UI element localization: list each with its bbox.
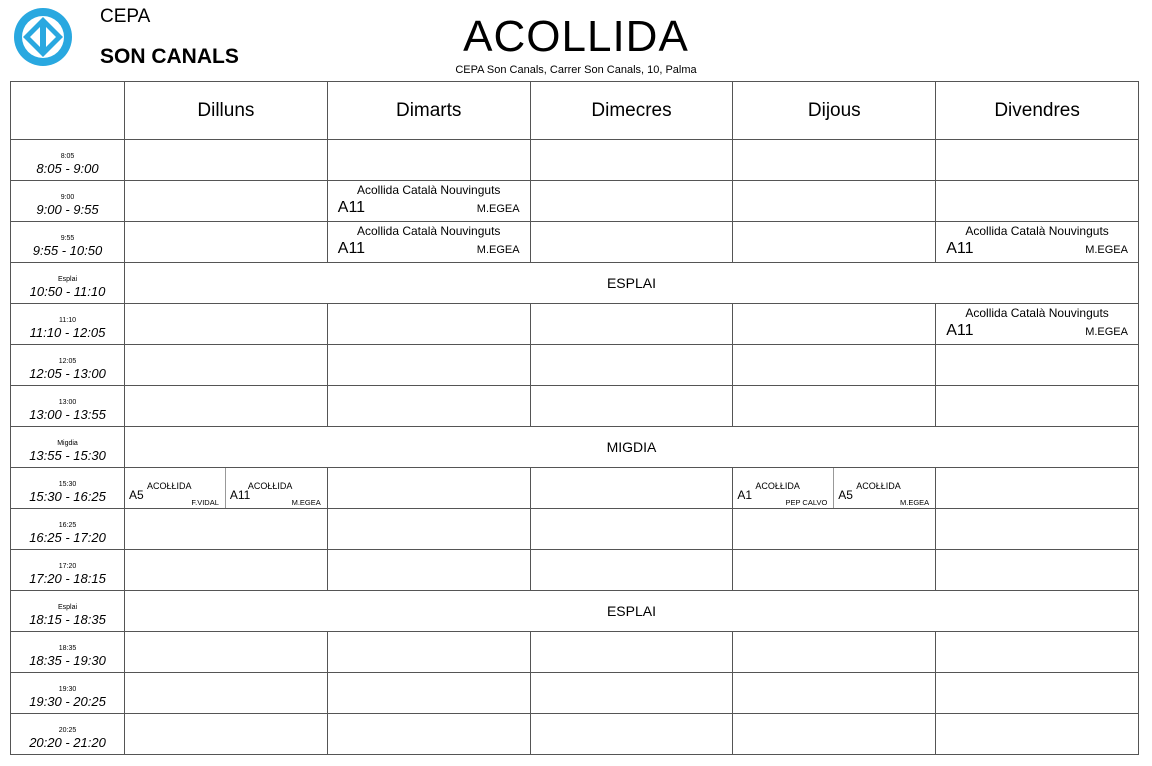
page-title: ACOLLIDA [463,12,689,61]
slot-range: 8:05 - 9:00 [36,160,99,176]
class-subject: ACOŁŁIDA [147,481,192,491]
schedule-cell [733,140,936,181]
schedule-cell [733,714,936,755]
class-teacher: M.EGEA [1085,326,1128,338]
time-cell [11,222,125,263]
schedule-cell [125,632,328,673]
class-block-half [733,468,834,508]
schedule-cell [327,222,530,263]
schedule-cell [125,345,328,386]
schedule-cell [125,468,328,509]
page-subtitle: CEPA Son Canals, Carrer Son Canals, 10, Palma [455,64,697,76]
schedule-cell [936,550,1139,591]
time-cell [11,673,125,714]
slot-range: 13:00 - 13:55 [29,406,106,422]
class-teacher: F.VIDAL [191,498,219,507]
schedule-cell [327,345,530,386]
slot-range: 15:30 - 16:25 [29,488,106,504]
class-subject: Acollida Català Nouvinguts [356,224,501,238]
slot-start: 20:25 [58,726,77,734]
class-room: A11 [337,240,366,257]
slot-range: 16:25 - 17:20 [29,529,106,545]
schedule-cell [936,673,1139,714]
schedule-cell [733,181,936,222]
class-block [328,222,530,262]
table-row [11,509,1139,550]
schedule-cell [733,673,936,714]
time-cell [11,181,125,222]
schedule-cell [125,673,328,714]
slot-range: 17:20 - 18:15 [29,570,106,586]
schedule-cell [530,181,733,222]
class-teacher: M.EGEA [899,498,930,507]
class-room: A11 [946,240,974,257]
slot-range: 12:05 - 13:00 [29,365,106,381]
class-subject: ACOŁŁIDA [247,481,293,491]
slot-start: 15:30 [58,480,77,488]
day-header-thursday: Dijous [733,82,936,140]
class-subject: ACOŁŁIDA [755,481,800,491]
day-header-monday: Dilluns [125,82,328,140]
table-row [11,714,1139,755]
slot-range: 11:10 - 12:05 [29,324,106,340]
slot-range: 19:30 - 20:25 [29,693,106,709]
slot-start: Esplai [57,603,78,611]
slot-range: 9:00 - 9:55 [36,201,99,217]
slot-range: 10:50 - 11:10 [29,283,106,299]
class-room: A5 [838,488,853,502]
schedule-cell [733,632,936,673]
schedule-table [10,81,1139,755]
schedule-cell [733,304,936,345]
schedule-cell [733,386,936,427]
time-cell [11,632,125,673]
class-teacher: M.EGEA [291,498,321,507]
class-subject: Acollida Català Nouvinguts [965,306,1109,320]
time-cell [11,550,125,591]
break-banner: ESPLAI [125,591,1139,632]
table-row [11,263,1139,304]
logo-text-cepa: CEPA [100,6,151,27]
table-row [11,632,1139,673]
schedule-cell [936,345,1139,386]
schedule-cell [125,304,328,345]
table-row [11,468,1139,509]
slot-start: 11:10 [59,316,76,324]
schedule-cell [125,386,328,427]
class-teacher: PEP CALVO [785,498,828,507]
slot-start: Migdia [57,439,78,447]
time-cell [11,304,125,345]
schedule-cell [125,714,328,755]
slot-start: 17:20 [58,562,77,570]
time-cell [11,591,125,632]
table-row [11,140,1139,181]
schedule-cell [530,509,733,550]
class-room: A11 [229,488,251,502]
schedule-cell [327,673,530,714]
table-row [11,345,1139,386]
schedule-cell [733,509,936,550]
table-row [11,550,1139,591]
class-subject: Acollida Català Nouvinguts [965,224,1109,238]
break-banner: ESPLAI [125,263,1139,304]
time-cell [11,386,125,427]
class-subject: Acollida Català Nouvinguts [356,183,501,197]
lunch-banner: MIGDIA [125,427,1139,468]
table-row [11,427,1139,468]
time-cell [11,714,125,755]
schedule-cell [530,304,733,345]
schedule-cell [125,140,328,181]
schedule-cell [936,509,1139,550]
slot-start: 9:00 [60,193,75,201]
time-cell [11,263,125,304]
slot-range: 13:55 - 15:30 [29,447,106,463]
schedule-cell [936,468,1139,509]
class-block [936,304,1138,344]
schedule-cell [327,550,530,591]
schedule-cell [530,345,733,386]
day-header-friday: Divendres [936,82,1139,140]
schedule-cell [530,550,733,591]
slot-start: 18:35 [58,644,77,652]
slot-start: 19:30 [58,685,77,693]
logo-text-son-canals: SON CANALS [100,45,239,68]
class-room: A5 [129,488,144,502]
schedule-cell [327,632,530,673]
schedule-cell [327,181,530,222]
table-row [11,304,1139,345]
schedule-cell [530,714,733,755]
schedule-cell [125,509,328,550]
class-teacher: M.EGEA [476,244,520,256]
class-subject: ACOŁŁIDA [856,481,901,491]
class-room: A11 [946,322,974,339]
class-teacher: M.EGEA [476,203,520,215]
schedule-cell [327,468,530,509]
schedule-cell [733,550,936,591]
time-cell [11,345,125,386]
schedule-cell [936,714,1139,755]
slot-range: 9:55 - 10:50 [32,242,103,258]
schedule-cell [733,468,936,509]
slot-range: 18:35 - 19:30 [29,652,106,668]
table-row [11,181,1139,222]
slot-start: Esplai [57,275,78,283]
schedule-cell [936,632,1139,673]
slot-range: 20:20 - 21:20 [29,734,106,750]
schedule-cell [936,304,1139,345]
schedule-cell [530,222,733,263]
class-block [936,222,1138,262]
corner-cell [11,82,125,140]
schedule-cell [125,181,328,222]
time-cell [11,468,125,509]
schedule-cell [936,386,1139,427]
schedule-cell [327,140,530,181]
slot-start: 8:05 [60,152,75,160]
schedule-cell [327,386,530,427]
class-teacher: M.EGEA [1085,244,1128,256]
schedule-cell [530,140,733,181]
schedule-cell [530,468,733,509]
schedule-cell [733,222,936,263]
schedule-cell [327,304,530,345]
class-block-half [125,468,226,508]
slot-range: 18:15 - 18:35 [29,611,106,627]
schedule-cell [125,550,328,591]
schedule-cell [530,632,733,673]
time-cell [11,140,125,181]
schedule-cell [530,673,733,714]
day-header-tuesday: Dimarts [327,82,530,140]
class-block-half [834,468,935,508]
time-cell [11,509,125,550]
slot-start: 12:05 [58,357,77,365]
schedule-cell [530,386,733,427]
time-cell [11,427,125,468]
slot-start: 9:55 [60,234,75,242]
class-block-half [226,468,327,508]
slot-start: 16:25 [58,521,77,529]
schedule-cell [936,140,1139,181]
table-row [11,591,1139,632]
header [0,0,1152,80]
class-room: A11 [337,199,366,216]
schedule-cell [125,222,328,263]
slot-start: 13:00 [58,398,77,406]
table-row [11,386,1139,427]
table-row [11,673,1139,714]
schedule-cell [936,222,1139,263]
schedule-cell [327,509,530,550]
day-header-wednesday: Dimecres [530,82,733,140]
table-row [11,222,1139,263]
header-row [11,82,1139,140]
class-room: A1 [737,488,753,502]
class-block [328,181,530,221]
schedule-cell [327,714,530,755]
schedule-cell [733,345,936,386]
schedule-cell [936,181,1139,222]
